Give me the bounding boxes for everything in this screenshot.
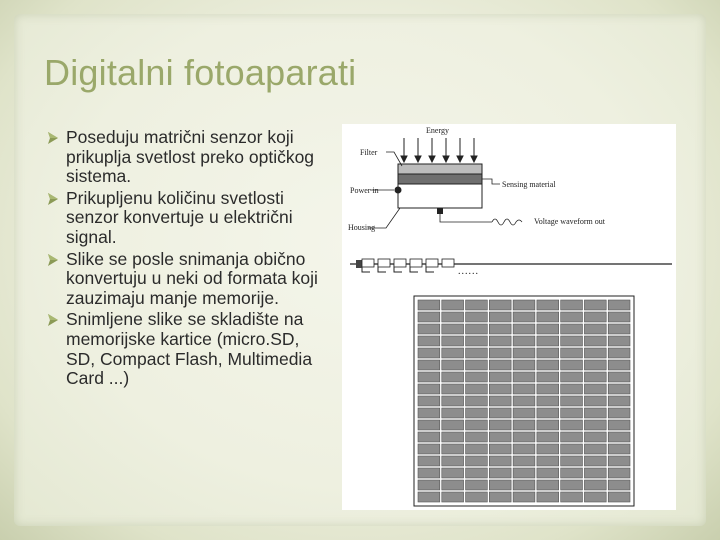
- sensor-cell: [466, 456, 488, 466]
- sensor-cell: [561, 312, 583, 322]
- voltage-out-label: Voltage waveform out: [534, 217, 605, 226]
- sensor-cell: [537, 492, 559, 502]
- sensor-cell: [537, 348, 559, 358]
- sensor-cell: [442, 372, 464, 382]
- sensor-cell: [466, 336, 488, 346]
- sensor-cell: [537, 384, 559, 394]
- sensor-cell: [466, 372, 488, 382]
- sensor-cell: [442, 396, 464, 406]
- bullet-item: [44, 189, 326, 248]
- sensor-cell: [584, 360, 606, 370]
- sensor-cell: [513, 480, 535, 490]
- sensor-cell: [561, 396, 583, 406]
- strip-cells: [362, 259, 454, 267]
- sensor-cell: [489, 492, 511, 502]
- sensor-cell: [537, 480, 559, 490]
- sensor-cell: [489, 432, 511, 442]
- bullet-item: [44, 250, 326, 309]
- sensor-cell: [608, 444, 630, 454]
- sensor-cell: [418, 468, 440, 478]
- sensor-cell: [537, 312, 559, 322]
- sensor-cell: [513, 432, 535, 442]
- sensor-cell: [584, 324, 606, 334]
- sensor-cell: [561, 372, 583, 382]
- sensor-cell: [608, 456, 630, 466]
- sensor-cell: [418, 420, 440, 430]
- sensor-cell: [418, 300, 440, 310]
- sensor-cell: [584, 372, 606, 382]
- sensor-cell: [608, 336, 630, 346]
- sensor-cell: [608, 384, 630, 394]
- sensor-cell: [561, 384, 583, 394]
- sensor-cell: [513, 324, 535, 334]
- sensor-cell: [537, 360, 559, 370]
- sensor-cell: [513, 300, 535, 310]
- sensor-cell: [537, 420, 559, 430]
- sensor-cell: [584, 432, 606, 442]
- sensor-cell: [442, 336, 464, 346]
- sensor-cell: [537, 372, 559, 382]
- sensor-cell: [537, 300, 559, 310]
- energy-arrows: [401, 138, 477, 162]
- power-in-label: Power in: [350, 186, 379, 195]
- sensing-material-label: Sensing material: [502, 180, 556, 189]
- sensor-cell: [561, 444, 583, 454]
- sensor-cell: [584, 420, 606, 430]
- sensor-cell: [442, 480, 464, 490]
- sensor-cell: [584, 492, 606, 502]
- sensor-cell: [584, 444, 606, 454]
- sensor-cell: [608, 468, 630, 478]
- sensor-cell: [561, 360, 583, 370]
- sensor-cell: [513, 492, 535, 502]
- arrow-bullet-icon: [46, 313, 60, 327]
- sensor-cell: [513, 360, 535, 370]
- sensor-cell: [466, 468, 488, 478]
- sensor-cell: [418, 336, 440, 346]
- sensor-cell: [466, 420, 488, 430]
- sensor-cell: [584, 480, 606, 490]
- sensor-cell: [608, 300, 630, 310]
- sensor-cell: [466, 432, 488, 442]
- sensor-cell: [561, 480, 583, 490]
- sensor-cell: [537, 336, 559, 346]
- sensor-cell: [442, 384, 464, 394]
- sensor-cell: [442, 300, 464, 310]
- sensor-cell: [418, 396, 440, 406]
- sensor-cell: [584, 384, 606, 394]
- sensor-cell: [561, 300, 583, 310]
- sensor-cell: [418, 384, 440, 394]
- sensor-cell: [418, 456, 440, 466]
- sensor-cell: [489, 348, 511, 358]
- sensor-cell: [466, 312, 488, 322]
- sensor-cell: [608, 408, 630, 418]
- sensor-cell: [489, 360, 511, 370]
- sensor-cell: [489, 480, 511, 490]
- sensor-cell: [537, 432, 559, 442]
- sensor-cell: [442, 456, 464, 466]
- filter-layer: [398, 164, 482, 174]
- sensor-cell: [561, 456, 583, 466]
- sensor-cell: [608, 372, 630, 382]
- sensor-cell: [418, 432, 440, 442]
- sensor-cell: [513, 408, 535, 418]
- sensor-cell: [418, 312, 440, 322]
- sensor-cell: [489, 324, 511, 334]
- sensor-cell: [442, 408, 464, 418]
- bullet-item: [44, 128, 326, 187]
- sensor-cell: [561, 348, 583, 358]
- sensor-cell: [608, 492, 630, 502]
- bullet-text: Slike se posle snimanja obično konvertuju u neki od formata koji zauzimaju manje memorije.: [66, 248, 318, 308]
- sensor-cell: [466, 396, 488, 406]
- sensor-cell: [513, 348, 535, 358]
- arrow-bullet-icon: [46, 192, 60, 206]
- sensor-cell: [418, 372, 440, 382]
- sensor-cell: [442, 312, 464, 322]
- sensor-cell: [561, 408, 583, 418]
- sensor-cell: [466, 408, 488, 418]
- bullet-text: Poseduju matrični senzor koji prikuplja svetlost preko optičkog sistema.: [66, 127, 315, 187]
- sensor-matrix: [418, 300, 630, 502]
- sensor-cell: [584, 456, 606, 466]
- bullet-text: Prikupljenu količinu svetlosti senzor konvertuje u električni signal.: [66, 187, 293, 247]
- sensor-cell: [489, 396, 511, 406]
- sensor-cell: [489, 300, 511, 310]
- sensor-cell: [418, 444, 440, 454]
- sensor-cell: [561, 468, 583, 478]
- sensor-cell: [561, 432, 583, 442]
- sensor-cell: [418, 480, 440, 490]
- sensor-cell: [608, 420, 630, 430]
- output-pin: [437, 208, 443, 214]
- arrow-bullet-icon: [46, 131, 60, 145]
- sensor-cell: [584, 468, 606, 478]
- sensor-cell: [442, 444, 464, 454]
- sensor-cell: [513, 444, 535, 454]
- sensor-cell: [418, 348, 440, 358]
- sensor-cell: [466, 480, 488, 490]
- sensor-cell: [608, 360, 630, 370]
- sensor-cell: [537, 408, 559, 418]
- sensor-cell: [561, 420, 583, 430]
- sensor-cell: [442, 468, 464, 478]
- sensor-cell: [513, 420, 535, 430]
- sensor-cell: [466, 492, 488, 502]
- sensor-cell: [537, 396, 559, 406]
- sensor-cell: [418, 324, 440, 334]
- sensor-cell: [537, 456, 559, 466]
- sensor-cell: [513, 456, 535, 466]
- sensor-cell: [442, 348, 464, 358]
- sensor-cell: [489, 408, 511, 418]
- strip-dots: ......: [458, 266, 479, 277]
- sensor-cell: [466, 360, 488, 370]
- sensor-cell: [513, 336, 535, 346]
- sensor-cell: [489, 372, 511, 382]
- sensor-cell: [418, 360, 440, 370]
- sensor-cell: [442, 492, 464, 502]
- sensor-cell: [489, 384, 511, 394]
- sensor-cell: [442, 432, 464, 442]
- sensor-cell: [584, 396, 606, 406]
- sensor-cell: [466, 384, 488, 394]
- sensor-cell: [608, 312, 630, 322]
- sensor-cell: [608, 480, 630, 490]
- sensor-cell: [513, 384, 535, 394]
- sensor-cell: [489, 312, 511, 322]
- sensor-cell: [537, 444, 559, 454]
- sensor-cell: [608, 324, 630, 334]
- housing: [398, 184, 482, 208]
- sensor-cell: [513, 396, 535, 406]
- sensor-cell: [513, 468, 535, 478]
- strip-element-start: [356, 260, 362, 268]
- sensor-cell: [418, 492, 440, 502]
- sensor-cell: [466, 324, 488, 334]
- sensor-cell: [584, 408, 606, 418]
- sensor-cell: [584, 300, 606, 310]
- energy-label: Energy: [426, 126, 449, 135]
- slide-title: Digitalni fotoaparati: [44, 52, 357, 93]
- sensor-cell: [418, 408, 440, 418]
- filter-label: Filter: [360, 148, 378, 157]
- power-in-terminal: [395, 187, 402, 194]
- sensor-cell: [537, 468, 559, 478]
- arrow-bullet-icon: [46, 253, 60, 267]
- sensor-cell: [584, 348, 606, 358]
- sensor-cell: [442, 324, 464, 334]
- sensor-cell: [466, 348, 488, 358]
- bullet-text: Snimljene slike se skladište na memorijske kartice (micro.SD, SD, Compact Flash, Multimedia Card ...): [66, 309, 313, 389]
- sensor-cell: [489, 456, 511, 466]
- sensor-cell: [608, 348, 630, 358]
- sensor-cell: [489, 444, 511, 454]
- sensing-material: [398, 174, 482, 184]
- sensor-figure: [342, 124, 676, 510]
- sensor-cell: [561, 324, 583, 334]
- sensor-cell: [561, 336, 583, 346]
- sensor-cell: [442, 420, 464, 430]
- sensor-cell: [608, 396, 630, 406]
- sensor-cell: [466, 300, 488, 310]
- bullet-list: [44, 128, 326, 391]
- sensor-cell: [561, 492, 583, 502]
- sensor-cell: [537, 324, 559, 334]
- housing-label: Housing: [348, 223, 376, 232]
- sensor-cell: [489, 336, 511, 346]
- sensor-cell: [513, 372, 535, 382]
- sensor-cell: [489, 468, 511, 478]
- sensor-cell: [489, 420, 511, 430]
- sensor-cell: [442, 360, 464, 370]
- sensor-cell: [608, 432, 630, 442]
- sensor-cell: [584, 336, 606, 346]
- sensor-cell: [513, 312, 535, 322]
- sensor-cell: [584, 312, 606, 322]
- sensor-cell: [466, 444, 488, 454]
- bullet-item: [44, 310, 326, 388]
